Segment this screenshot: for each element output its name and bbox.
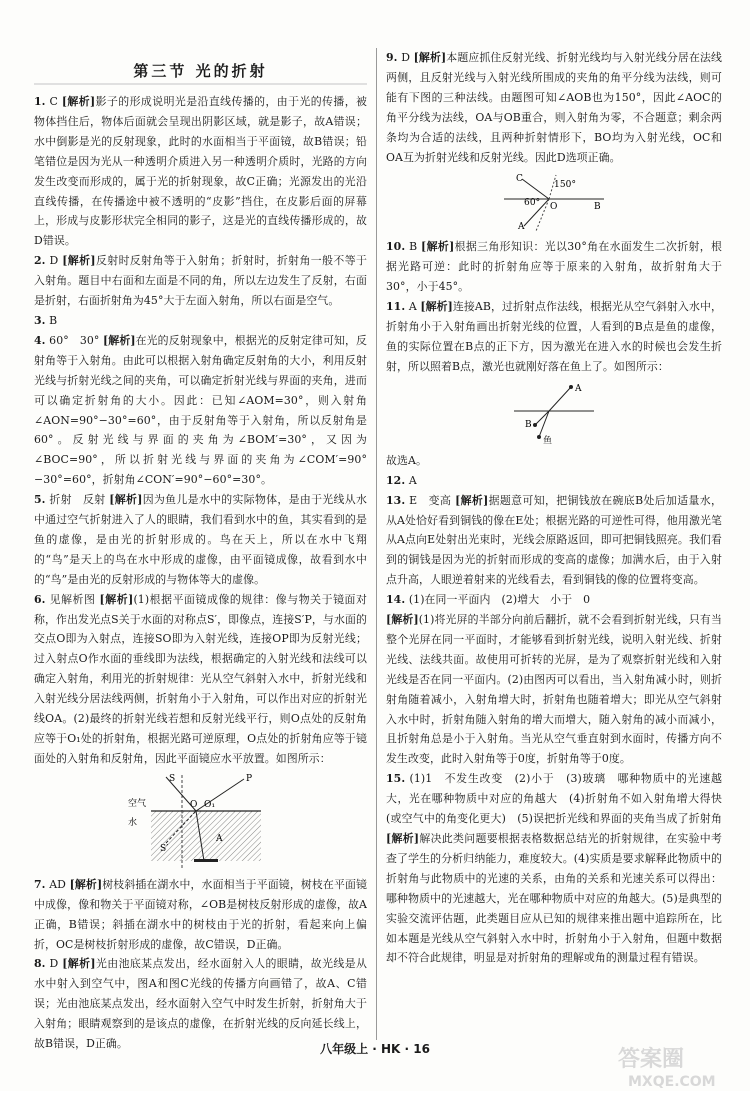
figure-9-svg	[494, 171, 614, 233]
label-c: C	[516, 174, 523, 185]
answer-item-3: 3. B	[34, 313, 58, 327]
answer-item-2: 2. D [解析]反射时反射角等于入射角；折射时，折射角一般不等于入射角。题目中右面和左面是不同的角，所以左边发生了反射，右面是折射，右面折射角为45°大于左面入射角，所以右面是空气。	[34, 254, 368, 308]
figure-6-diagram	[126, 773, 276, 871]
column-divider	[376, 48, 377, 1040]
watermark-logo	[598, 1040, 748, 1090]
answer-item-13: 13. E 变高 [解析]据题意可知，把铜钱放在碗底B处后加适量水，从A处恰好看到铜钱的像在E处；根据光路的可逆性可得，他用激光笔从A点向E处射出光束时，光线会原路返回，即可把铜钱照亮。我们看到的铜钱是因为光的折射而形成的变高的虚像；加满水后，由于入射点升高，人眼逆着射来的光线看去，看到铜钱的像的位置将变高。	[386, 493, 723, 587]
label-o1: O₁	[203, 799, 215, 810]
ray-to-b	[535, 411, 549, 425]
label-60: 60°	[524, 198, 541, 209]
page-footer: 八年级上 · HK · 16	[320, 1042, 430, 1056]
watermark-svg	[598, 1040, 748, 1090]
figure-9-diagram	[494, 171, 614, 233]
answer-item-1: 1. C [解析]影子的形成说明光是沿直线传播的，由于光的传播，被物体挡住后，物体后面就会呈现出阴影区域，就是影子，故A错误；水中倒影是光的反射现象，此时的水面相当于平面镜，故B错误；铅笔错位是因为光从一种透明介质进入另一种透明介质时，光路的方向发生改变而形成的，属于光的折射现象，故C正确；光源发出的光沿直线传播，在传播途中被不透明的“皮影”挡住，在皮影后面的屏幕上，形成与皮影形状完全相同的影子，这是光的直线传播形成的，故D错误。	[34, 95, 368, 248]
label-150: 150°	[554, 180, 577, 191]
label-s: S	[168, 773, 175, 784]
label-o: O	[189, 799, 197, 810]
label-a: A	[215, 833, 223, 844]
watermark-text-1: 答案圈	[618, 1047, 685, 1072]
point-a	[569, 385, 573, 389]
point-b	[533, 423, 537, 427]
answer-item-12: 12. A	[386, 473, 417, 487]
point-fish	[537, 435, 541, 439]
answer-item-11: 11. A [解析]连接AB，过折射点作法线，根据光从空气斜射入水中，折射角小于入射角画出折射光线的位置，人看到的B点是鱼的虚像，鱼的实际位置在B点的正下方，因为激光在进入水的时候也会发生折射，所以照着B点，激光也就刚好落在鱼上了。如图所示：	[386, 300, 723, 373]
ray-to-fish	[539, 411, 549, 437]
answer-item-4: 4. 60° 30° [解析]在光的反射现象中，根据光的反射定律可知，反射角等于入射角。由此可以根据入射角确定反射角的大小，利用反射光线与折射光线之间的夹角，可以确定折射光线与界面的夹角，进而可以确定折射角的大小。因此：已知∠AOM=30°，则入射角∠AON=90°−30°=60°，由于反射角等于入射角，所以反射角是60°。反射光线与界面的夹角为∠BOM′=30°，又因为∠BOC=90°，所以折射光线与界面的夹角为∠COM′=90°−30°=60°，折射角∠CON′=90°−60°=30°。	[34, 333, 368, 487]
label-air: 空气	[127, 798, 146, 809]
figure-6-svg	[126, 773, 276, 871]
label-b: B	[594, 202, 601, 213]
answer-item-6: 6. 见解析图 [解析](1)根据平面镜成像的规律：像与物关于镜面对称，作出发光点S关于水面的对称点S′，即像点，连接S′P，与水面的交点O即为入射点，连接SO即为入射光线，连接OP即为反射光线；过入射点O作水面的垂线即为法线，根据确定的入射光线和法线可以确定入射角，利用光的折射规律：光从空气斜射入水中，折射光线和入射光线分居法线两侧，折射角小于入射角，可以作出对应的折射光线OA。(2)最终的折射光线若想和反射光线平行，则O点处的反射角应等于O₁处的折射角，根据光路可逆原理，O点处的折射角应等于镜面处的入射角和反射角，因此平面镜应水平放置。如图所示：	[34, 592, 368, 765]
watermark-text-2: MXQE.COM	[628, 1074, 716, 1090]
answer-item-9: 9. D [解析]本题应抓住反射光线、折射光线均与入射光线分居在法线两侧，且反射光线与入射光线所围成的夹角的角平分线为法线，则可能有下图的三种法线。由题图可知∠AOB也为150°，因此∠AOC的角平分线为法线，OA与OB重合，则入射角为零，不合题意；剩余两条均为合适的法线，且两种折射情形下，BO均为入射光线，OC和OA互为折射光线和反射光线。因此D选项正确。	[386, 51, 722, 164]
label-water: 水	[127, 817, 137, 828]
answer-item-8: 8. D [解析]光由池底某点发出，经水面射入人的眼睛，故光线是从水中射入到空气中，图A和图C光线的传播方向画错了，故A、C错误；光由池底某点发出，经水面射入空气中时发生折射，折射角大于入射角；眼睛观察到的是该点的虚像，在折射光线的反向延长线上，故B错误，D正确。	[34, 957, 368, 1051]
label-s-prime: S′	[159, 843, 168, 854]
left-column	[34, 92, 367, 1054]
label-p: P	[245, 773, 252, 784]
mirror	[194, 859, 218, 862]
right-column	[386, 48, 722, 968]
label-fish: 鱼	[543, 435, 553, 446]
label-o: O	[550, 202, 558, 213]
answer-item-14: 14. (1)在同一平面内 (2)增大 小于 0 [解析](1)将光屏的半部分向前后翻折，就不会看到折射光线，只有当整个光屏在同一平面时，才能够看到折射光线，说明入射光线、折射光线、法线共面。故使用可折转的光屏，是为了观察折射光线和入射光线是否在同一平面内。(2)由图丙可以看出，当入射角减小时，则折射角随着减小，入射角增大时，折射角也随着增大；即光从空气斜射入水中时，折射角随入射角的增大而增大，随入射角的减小而减小，且折射角总是小于入射角。当光从空气垂直射到水面时，传播方向不发生改变，此时入射角等于0度，折射角等于0度。	[386, 593, 722, 766]
figure-11-diagram	[509, 381, 599, 447]
ray-to-a	[549, 387, 571, 411]
answer-item-15: 15. (1)1 不发生改变 (2)小于 (3)玻璃 哪种物质中的光速越大，光在哪种物质中对应的角越大 (4)折射角不如入射角增大得快(或空气中的角变化更大) (5)误把折光线和界面的夹角当成了折射角 [解析]解决此类问题要根据表格数据总结光的折射规律，在实验中考查了学生的分析归纳能力，难度较大。(4)实质是要求解释此物质中的折射角与此物质中的光速的关系，由角的关系和光速关系可以得出：哪种物质中的光速越大，光在哪种物质中对应的角越大。(5)是典型的实验交流评估题，此类题目应从已知的规律来推出题中追踪所在，比如本题是光线从空气斜射入水中时，折射角小于入射角，但题中数据却不符合此规律，明显是对折射角的理解或角的测量过程有错误。	[386, 772, 722, 965]
section-title: 第三节 光的折射	[133, 62, 268, 80]
answer-item-10: 10. B [解析]根据三角形知识：光以30°角在水面发生二次折射，根据光路可逆：此时的折射角应等于原来的入射角，故折射角大于30°，小于45°。	[386, 240, 723, 294]
figure-11-svg	[509, 381, 599, 447]
answer-item-7: 7. AD [解析]树枝斜插在湖水中，水面相当于平面镜，树枝在平面镜中成像，像和物关于平面镜对称，∠OB是树枝反射形成的虚像，故A正确，B错误；斜插在湖水中的树枝由于光的折射，看起来向上偏折，OC是树枝折射形成的虚像，故C错误，D正确。	[34, 877, 368, 951]
label-a: A	[575, 383, 582, 394]
label-b: B	[525, 419, 532, 430]
answer-item-5: 5. 折射 反射 [解析]因为鱼儿是水中的实际物体，是由于光线从水中通过空气折射进入了人的眼睛，我们看到水中的鱼，其实看到的是鱼的虚像，是由光的折射形成的。鸟在天上，所以在水中飞翔的“鸟”是天上的鸟在水中形成的虚像，由平面镜成像，故看到水中的“鸟”是由光的反射形成的与物体等大的虚像。	[34, 493, 367, 586]
label-a: A	[518, 222, 525, 233]
title-underline	[34, 83, 367, 85]
ray-oc	[522, 179, 549, 199]
answer-item-11-conclusion: 故选A。	[386, 453, 427, 467]
